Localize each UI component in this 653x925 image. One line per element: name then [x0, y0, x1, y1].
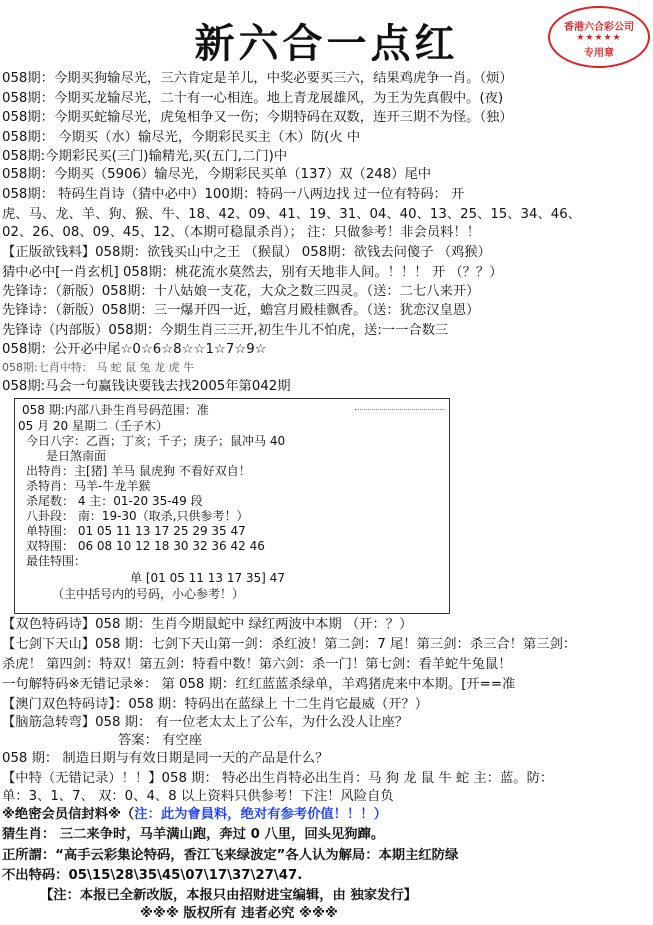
lower-line-8: 058 期： 制造日期与有效日期是同一天的产品是什么？	[2, 751, 329, 766]
line-6: 058期：今期买（5906）输尽光，今期彩民买单（137）双（248）尾中	[2, 167, 432, 182]
box-dotted-rule	[355, 409, 445, 414]
footer-line-4: 【注：本报已全新改版，本报只由招财进宝编辑，由 独家发行】	[40, 888, 417, 903]
lower-line-5: 【澳门双色特码诗】：058 期：特码出在蓝绿上 十二生肖它最威（开？）	[2, 697, 429, 712]
vip-lead: ※绝密会员信封料※（	[2, 807, 135, 822]
line-8: 虎、马、龙、羊、狗、猴、牛、18、42、09、41、19、31、04、40、13、25、15、34、46、	[2, 207, 581, 222]
lower-line-7: 答案： 有空座	[118, 733, 203, 748]
vip-line	[2, 806, 387, 824]
line-15: 058期：公开必中尾☆0☆6☆8☆☆1☆7☆9☆	[2, 342, 267, 357]
line-12: 先锋诗：（新版）058期：十八姑娘一支花，大众之数三四灵。（送：二七八来开）	[2, 284, 480, 299]
lower-line-1: 【双色特码诗】058 期：生肖今期鼠蛇中 绿红两波中本期 （开：？）	[2, 617, 413, 632]
box-line-13: （主中括号内的号码，小心参考！）	[52, 587, 245, 601]
box-line-6: 杀特肖：马羊-牛龙羊猴	[26, 479, 151, 493]
line-11: 猜中必中[一肖玄机] 058期：桃花流水莫然去，别有天地非人间。！！！ 开 （？？）	[2, 265, 503, 280]
box-line-11: 最佳特围：	[26, 554, 87, 568]
vip-note: 注：此为會員料，绝对有参考价值！！！）	[134, 807, 387, 822]
lower-line-4: 一句解特码※无错记录※： 第 058 期：红红蓝蓝杀绿单，羊鸡猪虎来中本期。[开==准	[2, 677, 516, 692]
lower-line-6: 【脑筋急转弯】058 期： 有一位老太太上了公车，为什么没人让座？	[2, 715, 409, 730]
footer-line-2: 正所謂：“高手云彩集论特码，香江飞来绿波定”各人认为解局：本期主红防绿	[2, 848, 459, 863]
line-17: 058期:马会一句赢钱诀要钱去找2005年第042期	[2, 379, 291, 394]
line-16: 058期:七肖中特： 马 蛇 鼠 兔 龙 虎 牛	[2, 361, 195, 374]
footer-line-3: 不出特码：05\15\28\35\45\07\17\37\27\47.	[2, 868, 303, 883]
box-line-1: 058 期:内部八卦生肖号码范围：准	[22, 403, 209, 417]
lower-line-2: 【七剑下天山】058 期：七剑下天山第一剑：杀红波！第二剑：7 尾！第三剑：杀三合！第三剑：	[2, 637, 577, 652]
line-3: 058期：今期买蛇输尽光，虎兔相争又一伤；今期特码在双数，连开三期不为怪。（独）	[2, 110, 513, 125]
seal-stars: ★★★★★	[576, 33, 622, 43]
line-13: 先锋诗：（新版）058期：三一爆开四一近，蟾宫月殿桂飘香。（送：犹恋汉皇恩）	[2, 303, 480, 318]
line-10: 【正版欲钱料】058期：欲钱买山中之王 （猴鼠） 058期：欲钱去问傻子 （鸡猴）	[2, 245, 491, 260]
box-line-4: 是日煞南面	[46, 449, 107, 463]
line-7: 058期： 特码生肖诗（猜中必中）100期：特码一八两边找 过一位有特码： 开	[2, 187, 465, 202]
company-seal	[548, 6, 650, 68]
box-line-12: 单 [01 05 11 13 17 35] 47	[130, 571, 285, 585]
lower-line-10: 单：3、1、7、 双：0、4、8 以上资料只供参考！下注！风险自负	[2, 789, 394, 804]
lower-line-9: 【中特（无错记录）！！】058 期： 特必出生肖特必出生肖：马 狗 龙 鼠 牛 蛇 主：蓝。防：	[2, 771, 554, 786]
line-5: 058期:今期彩民买(三门)输精光,买(五门,二门)中	[2, 149, 288, 164]
line-1: 058期：今期买狗输尽光，三六肯定是羊儿，中奖必要买三六，结果鸡虎争一肖。（烦）	[2, 71, 513, 86]
box-line-5: 出特肖：主[猪] 羊马 鼠虎狗 不看好双自！	[26, 464, 251, 478]
line-2: 058期：今期买龙输尽光，二十有一心相连。地上青龙展雄风，为王为先真假中。(夜)	[2, 91, 504, 106]
footer-line-5: ※※※ 版权所有 违者必究 ※※※	[140, 906, 338, 921]
seal-top-text: 香港六合彩公司	[564, 22, 634, 33]
box-line-9: 单特围： 01 05 11 13 17 25 29 35 47	[26, 524, 246, 538]
lower-line-3: 杀虎！ 第四剑：特双！第五剑：特看中数！第六剑：杀一门！第七剑：看羊蛇牛兔鼠！	[2, 657, 512, 672]
box-line-8: 八卦段： 南：19-30（取杀,只供参考！）	[26, 509, 249, 523]
box-line-3: 今日八字：乙酉；丁亥；千子；庚子；鼠冲马 40	[26, 434, 286, 448]
box-line-2: 05 月 20 星期二（壬子木）	[18, 419, 168, 433]
box-line-10: 双特围： 06 08 10 12 18 30 32 36 42 46	[26, 539, 265, 553]
seal-bottom-text: 专用章	[584, 48, 614, 59]
line-9: 02、26、08、09、45、12、（本期可稳鼠杀肖）； 注：只做参考！非会员料！！	[2, 225, 481, 240]
box-line-7: 杀尾数： 4 主：01-20 35-49 段	[26, 494, 203, 508]
page-title: 新六合一点红	[194, 20, 459, 67]
line-14: 先锋诗（内部版）058期：今期生肖三三开,初生牛儿不怕虎，送:一一合数三	[2, 323, 449, 338]
footer-line-1: 猜生肖： 三二来争时，马羊满山跑，奔过 0 八里，回头见狗蹿。	[2, 827, 385, 842]
line-4: 058期： 今期买（水）输尽光，今期彩民买主（木）防(火 中	[2, 130, 361, 145]
